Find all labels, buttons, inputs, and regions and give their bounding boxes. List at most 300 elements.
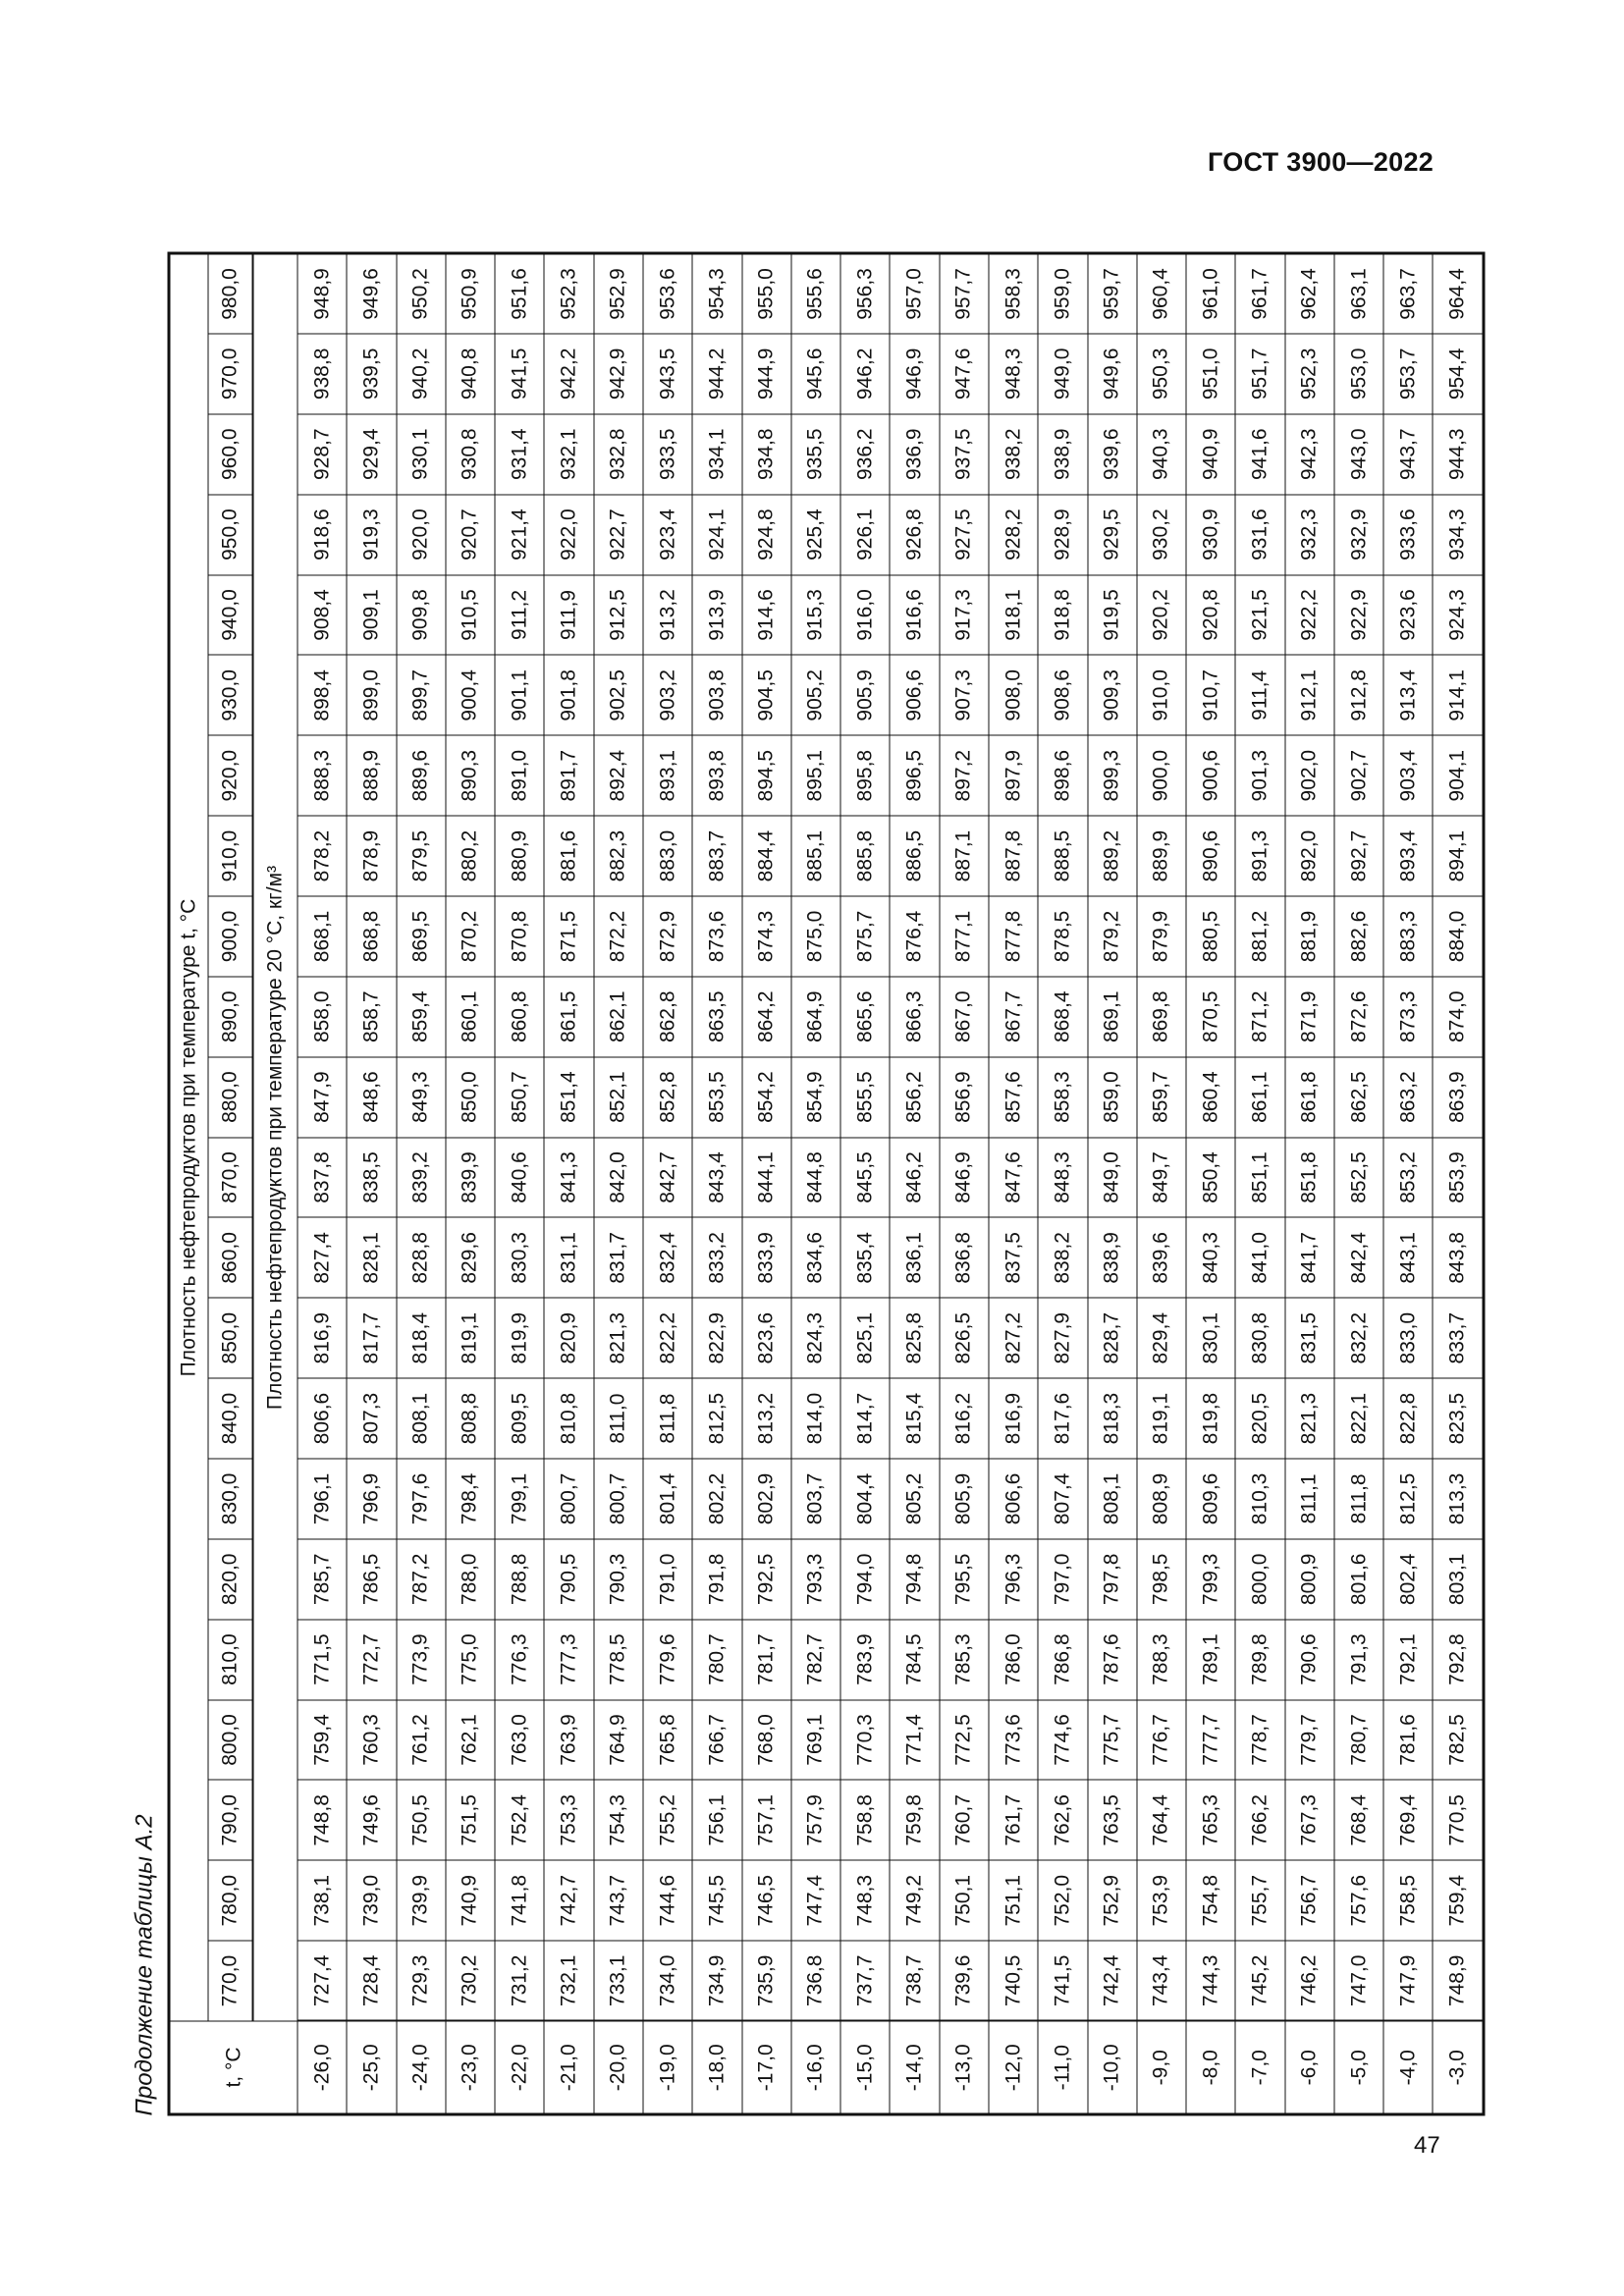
density-value-cell: 780,7	[692, 1619, 741, 1699]
table-row	[445, 253, 494, 2114]
density-value-cell: 752,9	[1087, 1860, 1136, 1941]
density-value-cell: 851,8	[1284, 1137, 1333, 1217]
density-value-cell: 827,9	[1038, 1298, 1087, 1378]
density-column-header: 880,0	[208, 1056, 253, 1137]
density-value-cell: 844,8	[790, 1137, 839, 1217]
density-value-cell: 751,1	[988, 1860, 1037, 1941]
density-value-cell: 818,3	[1087, 1378, 1136, 1459]
density-value-cell: 829,4	[1136, 1298, 1185, 1378]
density-value-cell: 892,0	[1284, 816, 1333, 896]
density-value-cell: 945,6	[790, 333, 839, 413]
density-value-cell: 758,5	[1383, 1860, 1433, 1941]
table-row	[1038, 253, 1087, 2114]
temperature-cell: -15,0	[840, 2021, 890, 2114]
density-value-cell: 882,3	[593, 816, 642, 896]
density-value-cell: 928,7	[298, 413, 347, 494]
temperature-cell: -4,0	[1383, 2021, 1433, 2114]
density-value-cell: 921,5	[1235, 574, 1284, 655]
density-value-cell: 811,8	[642, 1378, 691, 1459]
density-value-cell: 950,2	[396, 253, 445, 334]
density-value-cell: 749,2	[890, 1860, 939, 1941]
density-value-cell: 812,5	[692, 1378, 741, 1459]
density-value-cell: 797,8	[1087, 1538, 1136, 1619]
density-value-cell: 961,0	[1186, 253, 1235, 334]
density-value-cell: 895,8	[840, 735, 890, 816]
table-row	[692, 253, 741, 2114]
density-value-cell: 858,3	[1038, 1056, 1087, 1137]
density-value-cell: 837,8	[298, 1137, 347, 1217]
density-value-cell: 872,2	[593, 895, 642, 976]
density-value-cell: 862,5	[1333, 1056, 1382, 1137]
density-value-cell: 910,5	[445, 574, 494, 655]
density-value-cell: 745,5	[692, 1860, 741, 1941]
density-value-cell: 793,3	[790, 1538, 839, 1619]
density-value-cell: 839,6	[1136, 1217, 1185, 1298]
density-value-cell: 872,9	[642, 895, 691, 976]
density-value-cell: 808,8	[445, 1378, 494, 1459]
density-value-cell: 869,1	[1087, 976, 1136, 1056]
density-value-cell: 943,0	[1333, 413, 1382, 494]
table-caption: Продолжение таблицы А.2	[131, 1813, 157, 2115]
density-value-cell: 878,9	[347, 816, 396, 896]
density-value-cell: 863,2	[1383, 1056, 1433, 1137]
temperature-cell: -11,0	[1038, 2021, 1087, 2114]
density-value-cell: 750,5	[396, 1780, 445, 1860]
density-value-cell: 794,8	[890, 1538, 939, 1619]
density-value-cell: 931,4	[495, 413, 544, 494]
density-value-cell: 743,7	[593, 1860, 642, 1941]
temperature-cell: -18,0	[692, 2021, 741, 2114]
density-value-cell: 957,0	[890, 253, 939, 334]
density-value-cell: 847,9	[298, 1056, 347, 1137]
density-value-cell: 919,5	[1087, 574, 1136, 655]
density-value-cell: 756,7	[1284, 1860, 1333, 1941]
density-value-cell: 769,4	[1383, 1780, 1433, 1860]
density-value-cell: 900,4	[445, 655, 494, 735]
density-value-cell: 786,8	[1038, 1619, 1087, 1699]
density-value-cell: 833,2	[692, 1217, 741, 1298]
density-value-cell: 891,0	[495, 735, 544, 816]
density-value-cell: 888,3	[298, 735, 347, 816]
density-value-cell: 767,3	[1284, 1780, 1333, 1860]
temperature-cell: -13,0	[939, 2021, 988, 2114]
table-row	[1433, 253, 1484, 2114]
density-value-cell: 748,8	[298, 1780, 347, 1860]
density-value-cell: 904,5	[741, 655, 790, 735]
density-value-cell: 852,1	[593, 1056, 642, 1137]
density-value-cell: 762,6	[1038, 1780, 1087, 1860]
density-value-cell: 938,9	[1038, 413, 1087, 494]
density-value-cell: 761,7	[988, 1780, 1037, 1860]
density-value-cell: 743,4	[1136, 1941, 1185, 2021]
density-value-cell: 836,1	[890, 1217, 939, 1298]
density-value-cell: 766,2	[1235, 1780, 1284, 1860]
density-value-cell: 789,8	[1235, 1619, 1284, 1699]
density-value-cell: 873,3	[1383, 976, 1433, 1056]
density-value-cell: 834,6	[790, 1217, 839, 1298]
density-value-cell: 870,5	[1186, 976, 1235, 1056]
density-value-cell: 791,3	[1333, 1619, 1382, 1699]
table-row	[790, 253, 839, 2114]
density-value-cell: 760,7	[939, 1780, 988, 1860]
density-value-cell: 885,1	[790, 816, 839, 896]
density-value-cell: 882,6	[1333, 895, 1382, 976]
density-value-cell: 837,5	[988, 1217, 1037, 1298]
density-value-cell: 861,5	[544, 976, 593, 1056]
density-value-cell: 761,2	[396, 1699, 445, 1780]
density-value-cell: 757,9	[790, 1780, 839, 1860]
temperature-cell: -6,0	[1284, 2021, 1333, 2114]
density-value-cell: 833,0	[1383, 1298, 1433, 1378]
density-value-cell: 905,2	[790, 655, 839, 735]
density-value-cell: 863,9	[1433, 1056, 1484, 1137]
density-value-cell: 944,9	[741, 333, 790, 413]
density-value-cell: 912,5	[593, 574, 642, 655]
density-value-cell: 777,3	[544, 1619, 593, 1699]
density-value-cell: 846,9	[939, 1137, 988, 1217]
density-value-cell: 922,7	[593, 494, 642, 574]
temperature-cell: -26,0	[298, 2021, 347, 2114]
density-value-cell: 751,5	[445, 1780, 494, 1860]
density-value-cell: 920,8	[1186, 574, 1235, 655]
density-value-cell: 833,9	[741, 1217, 790, 1298]
density-value-cell: 817,7	[347, 1298, 396, 1378]
density-value-cell: 738,1	[298, 1860, 347, 1941]
density-value-cell: 950,3	[1136, 333, 1185, 413]
density-value-cell: 787,2	[396, 1538, 445, 1619]
density-value-cell: 738,7	[890, 1941, 939, 2021]
density-value-cell: 764,9	[593, 1699, 642, 1780]
density-value-cell: 879,9	[1136, 895, 1185, 976]
temperature-cell: -17,0	[741, 2021, 790, 2114]
density-value-cell: 746,5	[741, 1860, 790, 1941]
density-value-cell: 832,2	[1333, 1298, 1382, 1378]
table-row	[544, 253, 593, 2114]
density-value-cell: 920,2	[1136, 574, 1185, 655]
density-value-cell: 951,6	[495, 253, 544, 334]
density-value-cell: 776,3	[495, 1619, 544, 1699]
density-value-cell: 835,4	[840, 1217, 890, 1298]
density-value-cell: 790,6	[1284, 1619, 1333, 1699]
density-value-cell: 870,8	[495, 895, 544, 976]
temperature-cell: -19,0	[642, 2021, 691, 2114]
density-value-cell: 811,0	[593, 1378, 642, 1459]
density-value-cell: 897,2	[939, 735, 988, 816]
density-value-cell: 825,1	[840, 1298, 890, 1378]
density-value-cell: 868,1	[298, 895, 347, 976]
temperature-cell: -14,0	[890, 2021, 939, 2114]
density-value-cell: 874,3	[741, 895, 790, 976]
density-value-cell: 779,7	[1284, 1699, 1333, 1780]
density-value-cell: 899,0	[347, 655, 396, 735]
density-value-cell: 829,6	[445, 1217, 494, 1298]
density-value-cell: 800,9	[1284, 1538, 1333, 1619]
density-value-cell: 828,1	[347, 1217, 396, 1298]
density-value-cell: 930,8	[445, 413, 494, 494]
density-value-cell: 902,0	[1284, 735, 1333, 816]
density-value-cell: 771,4	[890, 1699, 939, 1780]
density-value-cell: 747,4	[790, 1860, 839, 1941]
density-value-cell: 951,0	[1186, 333, 1235, 413]
density-value-cell: 908,0	[988, 655, 1037, 735]
density-value-cell: 770,5	[1433, 1780, 1484, 1860]
density-value-cell: 841,7	[1284, 1217, 1333, 1298]
density-value-cell: 791,0	[642, 1538, 691, 1619]
density-value-cell: 955,0	[741, 253, 790, 334]
density-value-cell: 763,5	[1087, 1780, 1136, 1860]
density-value-cell: 877,8	[988, 895, 1037, 976]
density-value-cell: 808,9	[1136, 1458, 1185, 1538]
density-column-header: 900,0	[208, 895, 253, 976]
density-value-cell: 748,9	[1433, 1941, 1484, 2021]
density-value-cell: 949,6	[347, 253, 396, 334]
density-value-cell: 944,3	[1433, 413, 1484, 494]
density-value-cell: 813,2	[741, 1378, 790, 1459]
density-value-cell: 939,5	[347, 333, 396, 413]
density-value-cell: 841,3	[544, 1137, 593, 1217]
density-value-cell: 913,9	[692, 574, 741, 655]
density-value-cell: 901,8	[544, 655, 593, 735]
density-value-cell: 838,5	[347, 1137, 396, 1217]
density-value-cell: 785,7	[298, 1538, 347, 1619]
density-value-cell: 909,3	[1087, 655, 1136, 735]
density-value-cell: 816,2	[939, 1378, 988, 1459]
density-column-header: 800,0	[208, 1699, 253, 1780]
density-value-cell: 901,3	[1235, 735, 1284, 816]
density-value-cell: 785,3	[939, 1619, 988, 1699]
density-value-cell: 849,3	[396, 1056, 445, 1137]
density-value-cell: 909,8	[396, 574, 445, 655]
density-value-cell: 861,8	[1284, 1056, 1333, 1137]
density-value-cell: 951,7	[1235, 333, 1284, 413]
density-value-cell: 739,6	[939, 1941, 988, 2021]
density-value-cell: 742,7	[544, 1860, 593, 1941]
density-value-cell: 877,1	[939, 895, 988, 976]
density-value-cell: 753,9	[1136, 1860, 1185, 1941]
density-column-header: 780,0	[208, 1860, 253, 1941]
density-value-cell: 838,9	[1087, 1217, 1136, 1298]
density-value-cell: 734,9	[692, 1941, 741, 2021]
density-value-cell: 860,4	[1186, 1056, 1235, 1137]
density-value-cell: 871,5	[544, 895, 593, 976]
temperature-cell: -12,0	[988, 2021, 1037, 2114]
density-value-cell: 813,3	[1433, 1458, 1484, 1538]
density-value-cell: 922,9	[1333, 574, 1382, 655]
density-value-cell: 821,3	[1284, 1378, 1333, 1459]
density-value-cell: 871,9	[1284, 976, 1333, 1056]
density-value-cell: 875,7	[840, 895, 890, 976]
density-value-cell: 864,2	[741, 976, 790, 1056]
density-value-cell: 757,6	[1333, 1860, 1382, 1941]
density-value-cell: 855,5	[840, 1056, 890, 1137]
density-value-cell: 883,7	[692, 816, 741, 896]
density-value-cell: 909,1	[347, 574, 396, 655]
density-value-cell: 938,8	[298, 333, 347, 413]
density-value-cell: 839,2	[396, 1137, 445, 1217]
density-value-cell: 794,0	[840, 1538, 890, 1619]
density-value-cell: 811,8	[1333, 1458, 1382, 1538]
density-value-cell: 775,0	[445, 1619, 494, 1699]
density-value-cell: 889,2	[1087, 816, 1136, 896]
density-value-cell: 867,7	[988, 976, 1037, 1056]
density-value-cell: 762,1	[445, 1699, 494, 1780]
density-value-cell: 779,6	[642, 1619, 691, 1699]
density-value-cell: 913,4	[1383, 655, 1433, 735]
density-value-cell: 737,7	[840, 1941, 890, 2021]
density-value-cell: 905,9	[840, 655, 890, 735]
density-value-cell: 881,9	[1284, 895, 1333, 976]
density-value-cell: 760,3	[347, 1699, 396, 1780]
density-value-cell: 918,6	[298, 494, 347, 574]
density-value-cell: 819,8	[1186, 1378, 1235, 1459]
density-value-cell: 818,4	[396, 1298, 445, 1378]
density-value-cell: 946,2	[840, 333, 890, 413]
density-value-cell: 800,7	[593, 1458, 642, 1538]
density-value-cell: 943,7	[1383, 413, 1433, 494]
density-value-cell: 803,1	[1433, 1538, 1484, 1619]
density-value-cell: 898,4	[298, 655, 347, 735]
density-value-cell: 884,4	[741, 816, 790, 896]
density-value-cell: 752,0	[1038, 1860, 1087, 1941]
density-value-cell: 949,0	[1038, 333, 1087, 413]
density-value-cell: 849,0	[1087, 1137, 1136, 1217]
density-value-cell: 932,8	[593, 413, 642, 494]
density-value-cell: 827,2	[988, 1298, 1037, 1378]
density-value-cell: 928,9	[1038, 494, 1087, 574]
density-value-cell: 772,5	[939, 1699, 988, 1780]
density-value-cell: 930,9	[1186, 494, 1235, 574]
density-value-cell: 789,1	[1186, 1619, 1235, 1699]
temperature-cell: -24,0	[396, 2021, 445, 2114]
density-value-cell: 844,1	[741, 1137, 790, 1217]
density-value-cell: 926,8	[890, 494, 939, 574]
density-value-cell: 828,7	[1087, 1298, 1136, 1378]
density-value-cell: 902,5	[593, 655, 642, 735]
temperature-cell: -20,0	[593, 2021, 642, 2114]
temperature-cell: -8,0	[1186, 2021, 1235, 2114]
density-value-cell: 786,0	[988, 1619, 1037, 1699]
density-value-cell: 836,8	[939, 1217, 988, 1298]
density-value-cell: 839,9	[445, 1137, 494, 1217]
density-value-cell: 848,6	[347, 1056, 396, 1137]
density-value-cell: 934,3	[1433, 494, 1484, 574]
density-value-cell: 890,3	[445, 735, 494, 816]
density-value-cell: 956,3	[840, 253, 890, 334]
density-value-cell: 739,0	[347, 1860, 396, 1941]
density-value-cell: 841,0	[1235, 1217, 1284, 1298]
density-value-cell: 912,8	[1333, 655, 1382, 735]
density-value-cell: 849,7	[1136, 1137, 1185, 1217]
density-value-cell: 923,4	[642, 494, 691, 574]
density-table	[167, 251, 1485, 2115]
table-row	[840, 253, 890, 2114]
density-value-cell: 783,9	[840, 1619, 890, 1699]
density-value-cell: 820,5	[1235, 1378, 1284, 1459]
density-value-cell: 903,4	[1383, 735, 1433, 816]
density-column-header: 910,0	[208, 816, 253, 896]
density-value-cell: 824,3	[790, 1298, 839, 1378]
density-value-cell: 864,9	[790, 976, 839, 1056]
density-value-cell: 930,1	[396, 413, 445, 494]
density-value-cell: 740,9	[445, 1860, 494, 1941]
density-column-header: 920,0	[208, 735, 253, 816]
density-value-cell: 817,6	[1038, 1378, 1087, 1459]
density-value-cell: 898,6	[1038, 735, 1087, 816]
density-value-cell: 784,5	[890, 1619, 939, 1699]
density-value-cell: 792,8	[1433, 1619, 1484, 1699]
temperature-cell: -23,0	[445, 2021, 494, 2114]
density-value-cell: 788,8	[495, 1538, 544, 1619]
density-value-cell: 895,1	[790, 735, 839, 816]
density-value-cell: 963,1	[1333, 253, 1382, 334]
density-value-cell: 901,1	[495, 655, 544, 735]
density-value-cell: 907,3	[939, 655, 988, 735]
density-value-cell: 781,7	[741, 1619, 790, 1699]
density-value-cell: 782,5	[1433, 1699, 1484, 1780]
density-value-cell: 897,9	[988, 735, 1037, 816]
density-value-cell: 853,9	[1433, 1137, 1484, 1217]
density-value-cell: 822,8	[1383, 1378, 1433, 1459]
density-value-cell: 746,2	[1284, 1941, 1333, 2021]
density-value-cell: 878,2	[298, 816, 347, 896]
density-column-header: 790,0	[208, 1780, 253, 1860]
density-value-cell: 797,6	[396, 1458, 445, 1538]
density-value-cell: 731,2	[495, 1941, 544, 2021]
density-value-cell: 934,1	[692, 413, 741, 494]
density-value-cell: 859,0	[1087, 1056, 1136, 1137]
density-value-cell: 891,3	[1235, 816, 1284, 896]
density-value-cell: 913,2	[642, 574, 691, 655]
density-value-cell: 735,9	[741, 1941, 790, 2021]
density-value-cell: 758,8	[840, 1780, 890, 1860]
density-value-cell: 916,6	[890, 574, 939, 655]
density-value-cell: 940,2	[396, 333, 445, 413]
density-value-cell: 755,2	[642, 1780, 691, 1860]
density-value-cell: 910,0	[1136, 655, 1185, 735]
density-value-cell: 831,5	[1284, 1298, 1333, 1378]
density-value-cell: 806,6	[988, 1458, 1037, 1538]
density-value-cell: 798,5	[1136, 1538, 1185, 1619]
density-value-cell: 744,6	[642, 1860, 691, 1941]
density-value-cell: 881,2	[1235, 895, 1284, 976]
density-value-cell: 931,6	[1235, 494, 1284, 574]
density-value-cell: 848,3	[1038, 1137, 1087, 1217]
density-value-cell: 850,4	[1186, 1137, 1235, 1217]
density-value-cell: 842,7	[642, 1137, 691, 1217]
density-value-cell: 887,1	[939, 816, 988, 896]
density-value-cell: 941,5	[495, 333, 544, 413]
density-value-cell: 802,4	[1383, 1538, 1433, 1619]
density-value-cell: 840,6	[495, 1137, 544, 1217]
density-value-cell: 747,0	[1333, 1941, 1382, 2021]
density-value-cell: 932,9	[1333, 494, 1382, 574]
density-value-cell: 750,1	[939, 1860, 988, 1941]
density-value-cell: 943,5	[642, 333, 691, 413]
density-value-cell: 927,5	[939, 494, 988, 574]
density-value-cell: 894,5	[741, 735, 790, 816]
density-value-cell: 922,2	[1284, 574, 1333, 655]
density-value-cell: 755,7	[1235, 1860, 1284, 1941]
density-value-cell: 796,3	[988, 1538, 1037, 1619]
document-code: ГОСТ 3900—2022	[1208, 147, 1435, 177]
density-value-cell: 934,8	[741, 413, 790, 494]
density-value-cell: 773,6	[988, 1699, 1037, 1780]
density-value-cell: 893,4	[1383, 816, 1433, 896]
density-value-cell: 862,1	[593, 976, 642, 1056]
density-value-cell: 902,7	[1333, 735, 1382, 816]
density-value-cell: 796,9	[347, 1458, 396, 1538]
density-value-cell: 906,6	[890, 655, 939, 735]
